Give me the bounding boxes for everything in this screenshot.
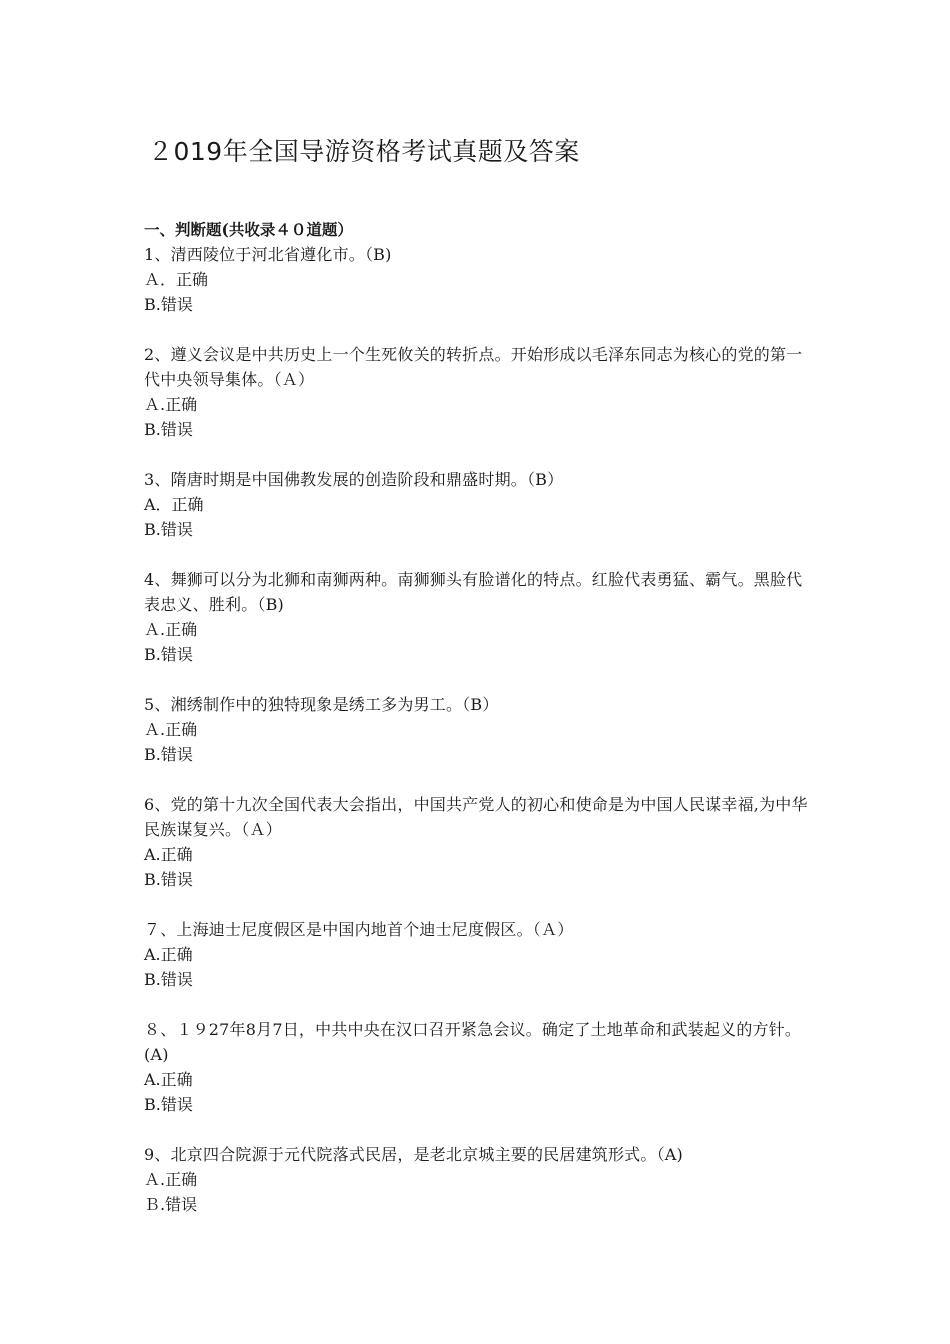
question-text: 6、党的第十九次全国代表大会指出，中国共产党人的初心和使命是为中国人民谋幸福,为中华民族谋复兴。（Ａ） <box>144 795 808 839</box>
section-heading: 一、判断题(共收录４０道题） <box>144 220 353 239</box>
question-6 <box>144 792 812 892</box>
question-7 <box>144 917 812 992</box>
question-8 <box>144 1017 812 1117</box>
document-body <box>144 217 812 1242</box>
question-text: ７、上海迪士尼度假区是中国内地首个迪士尼度假区。（Ａ） <box>144 920 574 939</box>
option-b: Ｂ.错误 <box>144 1195 198 1214</box>
question-5 <box>144 692 812 767</box>
option-b: B.错误 <box>144 295 193 314</box>
option-a: Ａ．正确 <box>144 270 209 289</box>
document-title: ２019年全国导游资格考试真题及答案 <box>148 137 580 166</box>
question-text: 9、北京四合院源于元代院落式民居，是老北京城主要的民居建筑形式。（A) <box>144 1145 683 1164</box>
question-3 <box>144 467 812 542</box>
question-text: 3、隋唐时期是中国佛教发展的创造阶段和鼎盛时期。（B） <box>144 470 564 489</box>
option-a: A.正确 <box>144 845 193 864</box>
option-b: B.错误 <box>144 1095 193 1114</box>
question-text: ８、１９27年8月7日，中共中央在汉口召开紧急会议。确定了土地革命和武装起义的方针。(A) <box>144 1020 802 1064</box>
option-a: A.正确 <box>144 1070 193 1089</box>
question-2 <box>144 342 812 442</box>
option-a: Ａ.正确 <box>144 620 198 639</box>
option-a: A．正确 <box>144 495 204 514</box>
option-a: A.正确 <box>144 945 193 964</box>
option-a: Ａ.正确 <box>144 720 198 739</box>
option-b: B.错误 <box>144 645 193 664</box>
question-text: 4、舞狮可以分为北狮和南狮两种。南狮狮头有脸谱化的特点。红脸代表勇猛、霸气。黑脸代表忠义、胜利。（B) <box>144 570 803 614</box>
option-a: Ａ.正确 <box>144 395 198 414</box>
question-text: 5、湘绣制作中的独特现象是绣工多为男工。（B） <box>144 695 499 714</box>
question-text: 2、遵义会议是中共历史上一个生死攸关的转折点。开始形成以毛泽东同志为核心的党的第一代中央领导集体。（Ａ） <box>144 345 803 389</box>
option-b: B.错误 <box>144 745 193 764</box>
option-b: B.错误 <box>144 420 193 439</box>
option-b: B.错误 <box>144 970 193 989</box>
question-4 <box>144 567 812 667</box>
question-1 <box>144 242 812 317</box>
option-b: B.错误 <box>144 870 193 889</box>
question-text: 1、清西陵位于河北省遵化市。（B) <box>144 245 392 264</box>
option-a: Ａ.正确 <box>144 1170 198 1189</box>
question-9 <box>144 1142 812 1217</box>
option-b: B.错误 <box>144 520 193 539</box>
